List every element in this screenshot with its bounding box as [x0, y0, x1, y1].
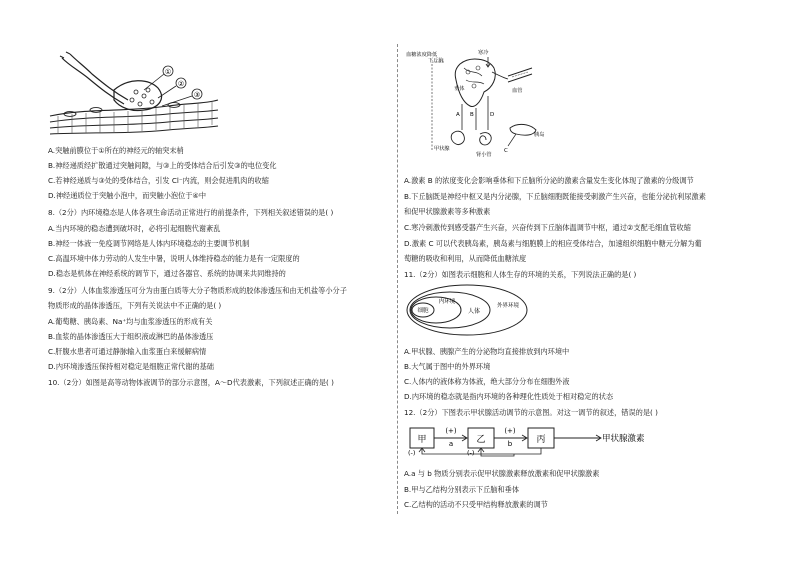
environment-diagram [404, 282, 530, 338]
label-pituitary: 垂体 [454, 86, 465, 92]
label-1: ① [164, 68, 172, 76]
q9-option-c: C.肝腹水患者可通过静脉输入血浆蛋白来缓解病情 [48, 347, 207, 356]
q7-option-d: D.神经递质位于突触小泡中，而突触小泡位于④中 [48, 191, 207, 200]
plus-sign-2: (+) [504, 427, 516, 435]
output-thyroid-hormone: 甲状腺激素 [602, 434, 644, 444]
box-yi-label: 乙 [476, 435, 486, 445]
label-c: C [504, 148, 508, 154]
q10-option-b: B.下丘脑既是神经中枢又是内分泌腺，下丘脑细胞既能接受刺激产生兴奋，也能分泌抗利尿激素 [404, 192, 706, 201]
label-2: ② [177, 80, 185, 88]
label-external-environment: 外界环境 [496, 303, 520, 309]
thyroid-regulation-figure [404, 422, 644, 462]
label-cell: 细胞 [417, 308, 429, 314]
q9-stem-line1: 9.（2分）人体血浆渗透压可分为由蛋白质等大分子物质形成的胶体渗透压和由无机盐等小分子 [48, 286, 347, 295]
label-d: D [490, 112, 495, 118]
column-divider [397, 44, 398, 514]
q11-option-d: D.内环境的稳态就是指内环境的各种理化性质处于相对稳定的状态 [404, 392, 614, 401]
box-jia-label: 甲 [417, 435, 427, 445]
q8-option-c: C.高温环境中体力劳动的人发生中暑，说明人体维持稳态的能力是有一定限度的 [48, 254, 300, 263]
q11-option-b: B.大气属于图中的外界环境 [404, 362, 491, 371]
hormone-diagram [404, 46, 554, 164]
q7-option-c: C.若神经递质与③处的受体结合，引发 Cl⁻内流，则会促进肌肉的收缩 [48, 176, 269, 185]
minus-sign-2: (-) [467, 449, 475, 457]
q10-option-a: A.激素 B 的浓度变化会影响垂体和下丘脑所分泌的激素含量发生变化体现了激素的分级调节 [404, 176, 694, 185]
q8-option-b: B.神经一体液一免疫调节网络是人体内环境稳态的主要调节机制 [48, 239, 250, 248]
label-internal-environment: 内环境 [438, 299, 456, 305]
hormone-regulation-figure [404, 46, 554, 164]
signal-a: a [448, 440, 454, 448]
q10-option-d: D.激素 C 可以代表胰岛素，胰岛素与细胞膜上的相应受体结合，加速组织细胞中糖元分解为葡 [404, 239, 702, 248]
minus-sign-1: (-) [408, 449, 416, 457]
thyroid-regulation-diagram [404, 422, 644, 462]
q8-stem: 8.（2分）内环境稳态是人体各项生命活动正常进行的前提条件，下列相关叙述错误的是( ) [48, 208, 334, 217]
q9-option-d: D.内环境渗透压保持相对稳定是细胞正常代谢的基础 [48, 362, 214, 371]
label-thyroid: 甲状腺 [434, 146, 450, 152]
label-b: B [470, 112, 474, 118]
q10-option-c: C.寒冷刺激传到感受器产生兴奋，兴奋传到下丘脑体温调节中枢，通过②支配毛细血管收缩 [404, 223, 691, 232]
q8-option-a: A.当内环境的稳态遭到破坏时，必将引起细胞代谢紊乱 [48, 224, 221, 233]
label-cold: 寒冷 [478, 50, 489, 56]
q12-option-c: C.乙结构的活动不只受甲结构释放激素的调节 [404, 500, 548, 509]
q8-option-d: D.稳态是机体在神经系统的调节下，通过各器官、系统的协调来共同维持的 [48, 269, 286, 278]
synapse-diagram [48, 48, 220, 140]
q12-option-a: A.a 与 b 物质分别表示促甲状腺激素释放激素和促甲状腺激素 [404, 469, 600, 478]
q10-option-d-cont: 萄糖的吸收和利用，从而降低血糖浓度 [404, 254, 527, 263]
q10-stem: 10.（2分）如图是高等动物体液调节的部分示意图，A～D代表激素，下列叙述正确的是( ) [48, 378, 334, 387]
label-blood-vessel: 血管 [512, 88, 523, 94]
label-a: A [456, 112, 460, 118]
label-renal-tubule: 肾小管 [476, 152, 492, 158]
q11-option-c: C.人体内的液体称为体液，绝大部分分布在细胞外液 [404, 377, 570, 386]
q7-option-a: A.突触前膜位于①所在的神经元的轴突末梢 [48, 146, 184, 155]
label-3: ③ [193, 91, 201, 99]
q9-option-a: A.葡萄糖、胰岛素、Na⁺均与血浆渗透压的形成有关 [48, 317, 213, 326]
synapse-figure [48, 48, 220, 140]
box-bing-label: 丙 [536, 435, 546, 445]
q11-stem: 11.（2分）如图表示细胞和人体生存的环境的关系，下列说法正确的是( ) [404, 270, 637, 279]
q12-stem: 12.（2分）下图表示甲状腺活动调节的示意图。对这一调节的叙述，错误的是( ) [404, 408, 658, 417]
q9-option-b: B.血浆的晶体渗透压大于组织液或淋巴的晶体渗透压 [48, 332, 214, 341]
q7-option-b: B.神经递质经扩散通过突触间隙，与③上的受体结合后引发③的电位变化 [48, 161, 277, 170]
label-pancreatic-islet: 胰岛 [534, 132, 545, 138]
plus-sign-1: (+) [445, 427, 457, 435]
q11-option-a: A.甲状腺、胰腺产生的分泌物均直接排放到内环境中 [404, 347, 570, 356]
environment-figure [404, 282, 530, 338]
signal-b: b [507, 440, 513, 448]
label-blood-sugar-low: 血糖浓度降低 [406, 52, 438, 58]
label-human-body: 人体 [467, 308, 481, 315]
q12-option-b: B.甲与乙结构分别表示下丘脑和垂体 [404, 485, 520, 494]
label-hypothalamus: 下丘脑 [428, 58, 444, 64]
q10-option-b-cont: 和促甲状腺激素等多种激素 [404, 207, 491, 216]
q9-stem-line2: 物质形成的晶体渗透压，下列有关说法中不正确的是( ) [48, 301, 222, 310]
